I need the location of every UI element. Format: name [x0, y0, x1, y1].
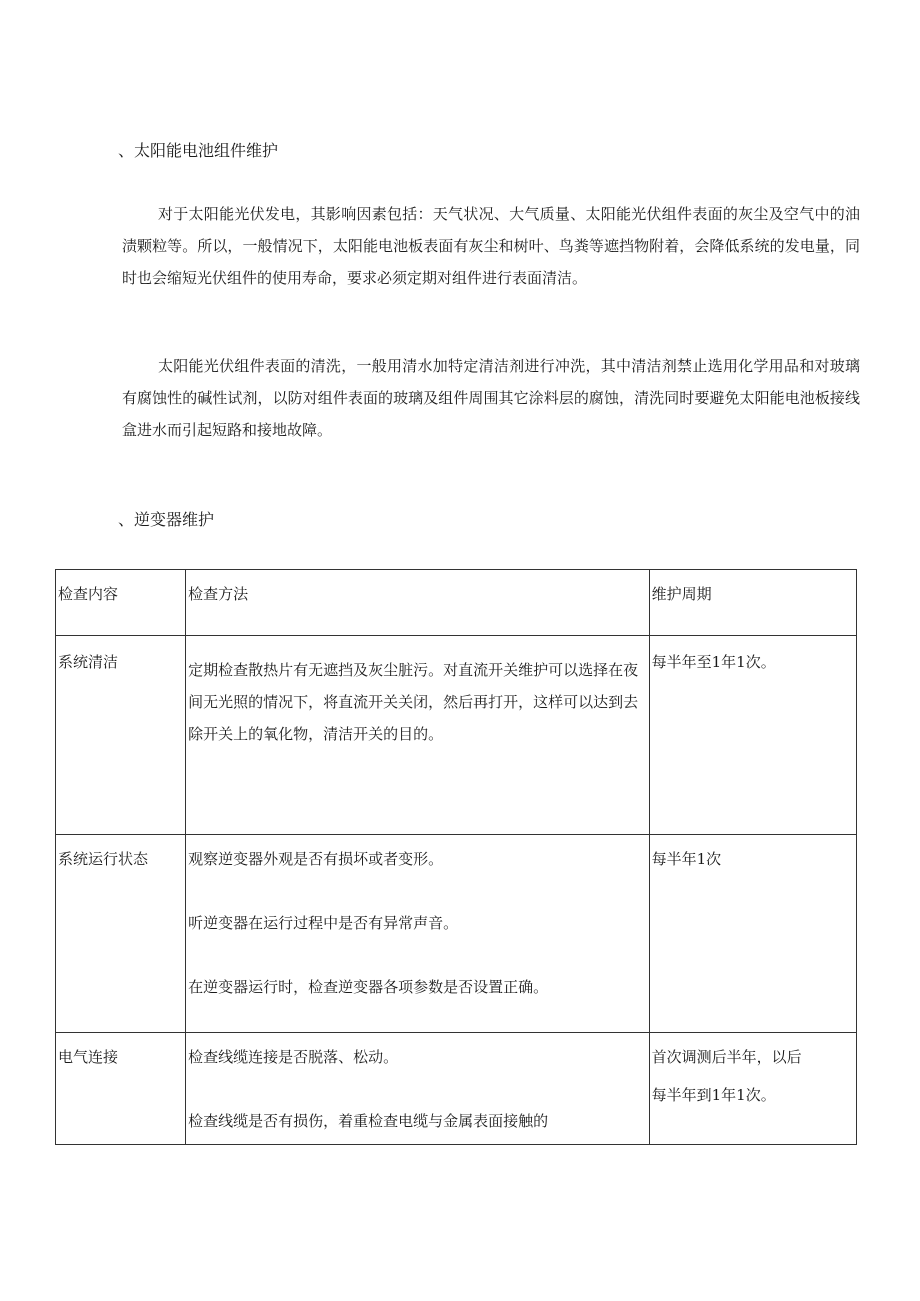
- header-maintenance-period: 维护周期: [649, 570, 856, 636]
- header-check-item: 检查内容: [56, 570, 186, 636]
- cell-item: 电气连接: [56, 1033, 186, 1145]
- cell-item: 系统清洁: [56, 636, 186, 835]
- table-row: [56, 1033, 857, 1145]
- method-text: 观察逆变器外观是否有损坏或者变形。: [188, 850, 444, 868]
- paragraph-cleaning-method: 太阳能光伏组件表面的清洗，一般用清水加特定清洁剂进行冲洗，其中清洁剂禁止选用化学用品和对玻璃有腐蚀性的碱性试剂，以防对组件表面的玻璃及组件周围其它涂料层的腐蚀，清洗同时要避免太阳能电池板接线盒进水而引起短路和接地故障。: [122, 357, 860, 439]
- cell-method: [186, 636, 650, 835]
- table-row: [56, 835, 857, 1033]
- cell-period: 每半年1次: [649, 835, 856, 1033]
- period-text: 首次调测后半年，以后: [651, 1048, 802, 1066]
- paragraph-influence-factors: 对于太阳能光伏发电，其影响因素包括：天气状况、大气质量、太阳能光伏组件表面的灰尘及空气中的油渍颗粒等。所以，一般情况下，太阳能电池板表面有灰尘和树叶、鸟粪等遮挡物附着，会降低系统的发电量，同时也会缩短光伏组件的使用寿命，要求必须定期对组件进行表面清洁。: [122, 205, 860, 287]
- section-heading-inverter-maintenance: 、逆变器维护: [118, 510, 215, 529]
- cell-period: 每半年至1年1次。: [649, 636, 856, 835]
- method-text: 听逆变器在运行过程中是否有异常声音。: [188, 914, 459, 932]
- section-heading-solar-module-maintenance: 、太阳能电池组件维护: [118, 141, 279, 160]
- method-text: 定期检查散热片有无遮挡及灰尘脏污。对直流开关维护可以选择在夜间无光照的情况下，将直流开关关闭，然后再打开，这样可以达到去除开关上的氧化物，清洁开关的目的。: [188, 661, 639, 743]
- header-check-method: 检查方法: [186, 570, 650, 636]
- inverter-maintenance-table: [55, 569, 857, 1145]
- cell-method: [186, 835, 650, 1033]
- method-text: 在逆变器运行时，检查逆变器各项参数是否设置正确。: [188, 978, 549, 996]
- cell-period: [649, 1033, 856, 1145]
- method-text: 检查线缆连接是否脱落、松动。: [188, 1048, 399, 1066]
- table-header-row: [56, 570, 857, 636]
- cell-item: 系统运行状态: [56, 835, 186, 1033]
- cell-method: [186, 1033, 650, 1145]
- period-text: 每半年到1年1次。: [651, 1086, 776, 1104]
- table-row: [56, 636, 857, 835]
- method-text: 检查线缆是否有损伤，着重检查电缆与金属表面接触的: [188, 1112, 549, 1130]
